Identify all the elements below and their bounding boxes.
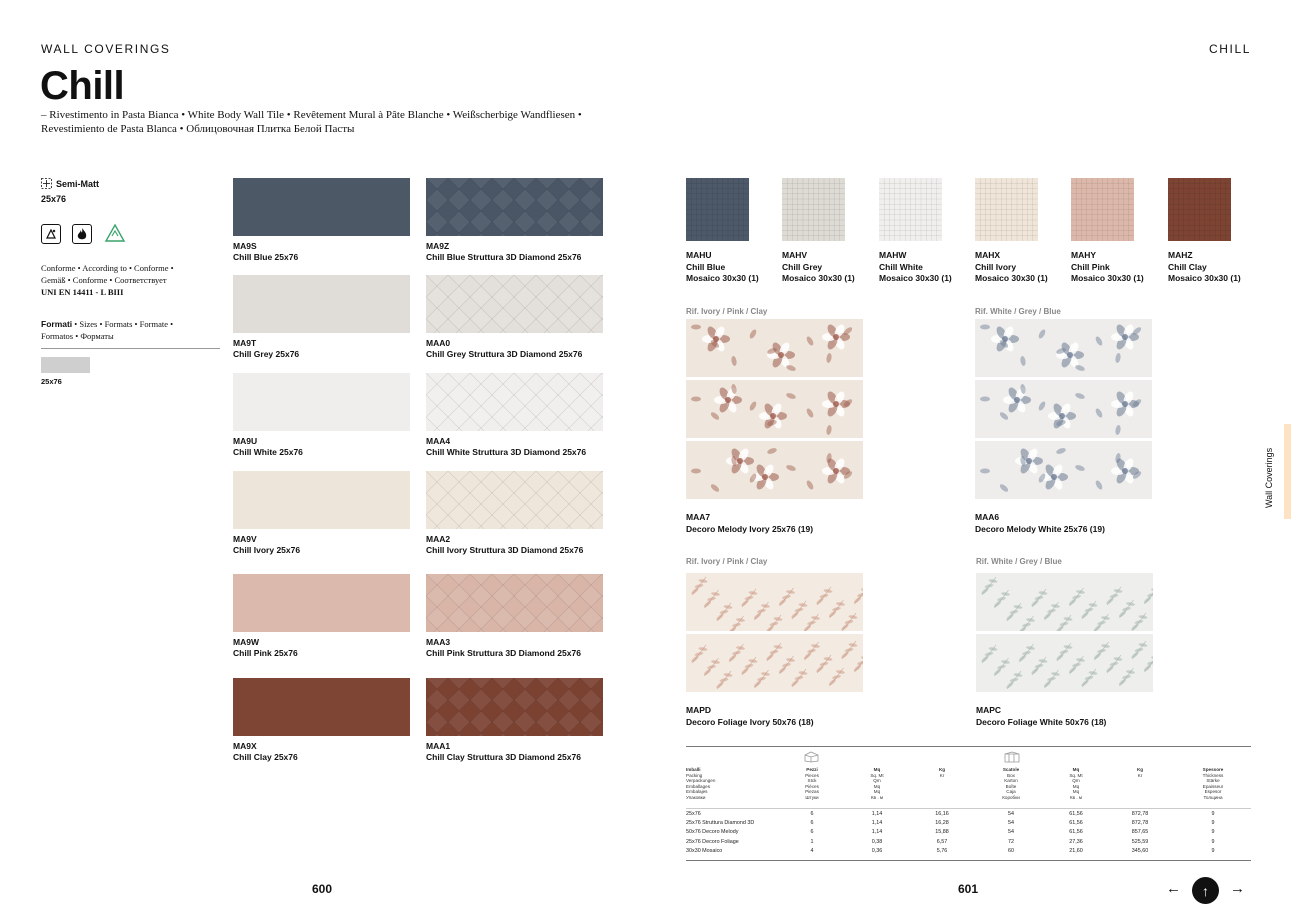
tile-code: MA9W <box>233 637 259 647</box>
column-header-line: Stck <box>807 778 817 784</box>
flower-pattern <box>686 380 863 438</box>
mosaic-grid <box>879 178 942 241</box>
foliage-pattern <box>686 634 863 692</box>
finish-label: Semi-Matt <box>56 178 100 189</box>
tile-name: Chill Clay Struttura 3D Diamond 25x76 <box>426 752 581 762</box>
tile-code: MA9X <box>233 741 257 751</box>
column-header-line: Mq <box>873 767 881 772</box>
table-cell: 54 <box>1008 829 1014 836</box>
table-cell: 54 <box>1008 811 1014 817</box>
table-cell: 72 <box>1008 838 1014 845</box>
subtitle <box>41 108 621 136</box>
decor-strip[interactable] <box>976 634 1153 692</box>
column-header-line: Kr <box>1137 772 1143 778</box>
formats-block <box>41 318 211 342</box>
mosaic-name: Chill Blue <box>686 261 726 272</box>
table-cell: 27,36 <box>1069 838 1083 845</box>
tile-code: MAA0 <box>426 338 451 348</box>
conform-line-2: Gemäß • Conforme • Соответствует <box>41 275 167 285</box>
mosaic-grid <box>782 178 845 241</box>
recycle-icon <box>104 223 126 245</box>
page-number-left: 600 <box>312 882 333 896</box>
tile-name: Chill Clay 25x76 <box>233 752 298 762</box>
row-header-line: Embalajes <box>686 789 708 795</box>
column-header-line: Qm <box>873 778 881 784</box>
mosaic-caption <box>1168 250 1258 285</box>
mosaic-caption <box>1071 250 1161 285</box>
mosaic-code: MAHW <box>879 250 907 260</box>
mosaic-size: Mosaico 30x30 (1) <box>1168 273 1241 283</box>
mosaic-code: MAHU <box>686 250 712 260</box>
decor-strip[interactable] <box>686 380 863 438</box>
table-cell: 1,14 <box>871 829 883 836</box>
tile-swatch[interactable] <box>233 275 410 333</box>
mosaic-caption <box>975 250 1065 285</box>
mosaic-code: MAHY <box>1071 250 1097 260</box>
row-header-line: Упаковки <box>686 794 706 800</box>
decor-code: MAPD <box>686 705 712 715</box>
subtitle-line-2: Revestimiento de Pasta Blanca • Облицовочная Плитка Белой Пасты <box>41 123 355 135</box>
decor-name: Decoro Melody Ivory 25x76 (19) <box>686 523 814 534</box>
tile-caption <box>426 741 616 763</box>
diamond-pattern <box>426 471 603 529</box>
mosaic-grid <box>975 178 1038 241</box>
column-header-line: Sq. Mt <box>1069 772 1083 778</box>
diamond-pattern <box>426 678 603 736</box>
decor-reference: Rif. Ivory / Pink / Clay <box>686 557 768 566</box>
decor-strip[interactable] <box>975 319 1152 377</box>
flower-pattern <box>975 319 1152 377</box>
tile-code: MA9Z <box>426 241 450 251</box>
column-header-line: Кв . м <box>1069 794 1083 800</box>
scroll-top-button[interactable]: ↑ <box>1192 877 1219 904</box>
tile-name: Chill Pink Struttura 3D Diamond 25x76 <box>426 648 581 658</box>
column-header-line: Mq <box>873 789 881 795</box>
mosaic-code: MAHX <box>975 250 1001 260</box>
tile-swatch[interactable] <box>233 373 410 431</box>
conformity-block <box>41 262 191 298</box>
mosaic-swatch[interactable] <box>879 178 942 241</box>
tile-caption <box>233 436 423 458</box>
flower-pattern <box>975 380 1152 438</box>
column-header-line: Штуки <box>805 794 819 800</box>
tile-caption <box>426 637 616 659</box>
table-cell: 9 <box>1211 829 1215 836</box>
side-tab[interactable] <box>1284 424 1291 519</box>
mosaic-grid <box>1168 178 1231 241</box>
decor-caption <box>976 705 1176 728</box>
finish-row <box>41 178 99 189</box>
column-header-line: Mq <box>1072 767 1080 772</box>
tile-code: MA9S <box>233 241 257 251</box>
column-header <box>1115 767 1165 778</box>
table-cell: 16,28 <box>935 820 949 827</box>
tile-code: MAA1 <box>426 741 451 751</box>
table-cell: 9 <box>1211 847 1215 854</box>
foliage-pattern <box>976 573 1153 631</box>
diamond-tile-swatch[interactable] <box>426 574 603 632</box>
section-label: WALL COVERINGS <box>41 42 171 56</box>
decor-name: Decoro Foliage Ivory 50x76 (18) <box>686 716 814 727</box>
tile-swatch[interactable] <box>233 678 410 736</box>
foliage-pattern <box>686 573 863 631</box>
page-number-right: 601 <box>958 882 979 896</box>
diamond-tile-swatch[interactable] <box>426 373 603 431</box>
table-row-label: 30x30 Mosaico <box>686 847 723 854</box>
mosaic-size: Mosaico 30x30 (1) <box>782 273 855 283</box>
diamond-tile-swatch[interactable] <box>426 275 603 333</box>
tile-code: MA9V <box>233 534 257 544</box>
table-cell: 61,56 <box>1069 829 1083 836</box>
column-header-line: Sq. Mt <box>870 772 884 778</box>
mosaic-name: Chill Clay <box>1168 261 1207 272</box>
table-cell: 1 <box>810 838 814 845</box>
table-cell: 6 <box>810 820 814 827</box>
column-header-line: Kg <box>1136 767 1144 772</box>
tile-caption <box>426 338 616 360</box>
decor-reference: Rif. Ivory / Pink / Clay <box>686 307 768 316</box>
tile-name: Chill White Struttura 3D Diamond 25x76 <box>426 447 587 457</box>
decor-name: Decoro Melody White 25x76 (19) <box>975 523 1105 534</box>
diamond-pattern <box>426 178 603 236</box>
tile-name: Chill Pink 25x76 <box>233 648 298 658</box>
foliage-pattern <box>976 634 1153 692</box>
tile-name: Chill Blue Struttura 3D Diamond 25x76 <box>426 252 582 262</box>
table-cell: 6 <box>810 811 814 817</box>
mosaic-caption <box>879 250 969 285</box>
fire-resistance-icon <box>72 224 92 244</box>
column-header-line: Spessore <box>1202 767 1224 772</box>
column-header <box>917 767 967 778</box>
conform-standard: UNI EN 14411 - L BIII <box>41 287 124 297</box>
mosaic-grid <box>1071 178 1134 241</box>
decor-strip[interactable] <box>686 634 863 692</box>
table-cell: 1,14 <box>871 820 883 827</box>
column-header <box>1051 767 1101 801</box>
diamond-tile-swatch[interactable] <box>426 471 603 529</box>
column-header-line: Kg <box>938 767 946 772</box>
table-cell: 9 <box>1211 811 1215 817</box>
mosaic-name: Chill Grey <box>782 261 823 272</box>
table-cell: 9 <box>1211 820 1215 827</box>
decor-code: MAA6 <box>975 512 1000 522</box>
column-header-line: Кв . м <box>870 794 884 800</box>
column-header-line: Qm <box>1072 778 1080 784</box>
mosaic-code: MAHZ <box>1168 250 1193 260</box>
flower-pattern <box>686 441 863 499</box>
tile-code: MAA2 <box>426 534 451 544</box>
diamond-pattern <box>426 373 603 431</box>
decor-name: Decoro Foliage White 50x76 (18) <box>976 716 1107 727</box>
column-header-line: Mq <box>1072 783 1080 789</box>
table-cell: 9 <box>1211 838 1215 845</box>
box-icon <box>1004 751 1020 763</box>
decor-caption <box>686 512 886 535</box>
collection-label: CHILL <box>1208 42 1251 56</box>
tile-swatch[interactable] <box>233 471 410 529</box>
mosaic-size: Mosaico 30x30 (1) <box>686 273 759 283</box>
mosaic-name: Chill Ivory <box>975 261 1017 272</box>
table-cell: 5,76 <box>936 847 948 854</box>
subtitle-line-1: – Rivestimento in Pasta Bianca • White Body Wall Tile • Revêtement Mural à Pâte Blanche • Weißscherbige Wandfliesen • <box>41 109 582 121</box>
table-cell: 0,36 <box>871 847 883 854</box>
column-header-line: Epaisseur <box>1202 783 1224 789</box>
table-cell: 4 <box>810 847 814 854</box>
row-header-line: Verpackungen <box>686 778 716 784</box>
mosaic-swatch[interactable] <box>686 178 749 241</box>
mosaic-grid <box>686 178 749 241</box>
column-header-line: Box <box>1007 772 1015 778</box>
column-header-line: Espesor <box>1204 789 1222 795</box>
tile-caption <box>233 741 423 763</box>
tile-caption <box>426 241 616 263</box>
flower-pattern <box>975 441 1152 499</box>
table-cell: 54 <box>1008 820 1014 827</box>
formats-line-1: • Sizes • Formats • Formate • <box>72 319 174 329</box>
table-cell: 21,60 <box>1069 847 1083 854</box>
table-row-label: 50x76 Decoro Melody <box>686 829 739 836</box>
tile-caption <box>233 637 423 659</box>
mosaic-name: Chill White <box>879 261 923 272</box>
table-cell: 60 <box>1008 847 1014 854</box>
prev-page-arrow[interactable]: ← <box>1166 880 1181 897</box>
next-page-arrow[interactable]: → <box>1230 880 1245 897</box>
mosaic-swatch[interactable] <box>1168 178 1231 241</box>
tile-name: Chill Grey Struttura 3D Diamond 25x76 <box>426 349 583 359</box>
formats-lead: Formati <box>41 319 73 329</box>
tile-name: Chill Grey 25x76 <box>233 349 300 359</box>
page-title: Chill <box>40 64 125 108</box>
column-header-line: Pieces <box>805 772 819 778</box>
column-header-line: Kr <box>939 772 945 778</box>
tile-name: Chill Blue 25x76 <box>233 252 299 262</box>
table-cell: 61,56 <box>1069 811 1083 817</box>
row-header-line: Emballages <box>686 783 711 789</box>
frost-resistance-icon <box>41 224 61 244</box>
finish-size: 25x76 <box>41 194 67 204</box>
table-cell: 872,78 <box>1131 811 1149 817</box>
column-header-line: Thickness <box>1202 772 1224 778</box>
tile-caption <box>233 241 423 263</box>
column-header-line: Caja <box>1006 789 1016 795</box>
mosaic-swatch[interactable] <box>782 178 845 241</box>
formats-line-2: Formatos • Форматы <box>41 331 114 341</box>
decor-code: MAPC <box>976 705 1002 715</box>
row-header-labels <box>686 767 766 801</box>
decor-strip[interactable] <box>976 573 1153 631</box>
side-tab-label: Wall Coverings <box>1264 447 1274 508</box>
decor-strip[interactable] <box>975 380 1152 438</box>
table-cell: 6,57 <box>936 838 948 845</box>
diamond-pattern <box>426 275 603 333</box>
conform-line-1: Conforme • According to • Conforme • <box>41 263 174 273</box>
format-swatch <box>41 357 90 373</box>
column-header <box>787 767 837 801</box>
column-header-line: Коробки <box>1002 794 1020 800</box>
table-cell: 1,14 <box>871 811 883 817</box>
table-cell: 6 <box>810 829 814 836</box>
tile-caption <box>426 534 616 556</box>
table-row-label: 25x76 Struttura Diamond 3D <box>686 820 755 827</box>
decor-reference: Rif. White / Grey / Blue <box>975 307 1061 316</box>
flower-pattern <box>686 319 863 377</box>
mosaic-name: Chill Pink <box>1071 261 1110 272</box>
row-header-line: Imballi <box>686 767 701 772</box>
decor-strip[interactable] <box>686 441 863 499</box>
table-cell: 345,60 <box>1131 847 1149 854</box>
tile-swatch[interactable] <box>233 178 410 236</box>
decor-caption <box>975 512 1175 535</box>
table-bottom-rule <box>686 860 1251 861</box>
column-header-line: Stärke <box>1206 778 1220 784</box>
tile-code: MAA4 <box>426 436 451 446</box>
mosaic-size: Mosaico 30x30 (1) <box>1071 273 1144 283</box>
column-header-line: Pièces <box>805 783 819 789</box>
tile-code: MA9T <box>233 338 257 348</box>
column-header-line: Piezas <box>805 789 819 795</box>
column-header <box>852 767 902 801</box>
mosaic-caption <box>686 250 776 285</box>
mosaic-size: Mosaico 30x30 (1) <box>879 273 952 283</box>
tile-name: Chill Ivory 25x76 <box>233 545 301 555</box>
decor-reference: Rif. White / Grey / Blue <box>976 557 1062 566</box>
tile-caption <box>426 436 616 458</box>
table-cell: 525,59 <box>1131 838 1149 845</box>
diamond-tile-swatch[interactable] <box>426 178 603 236</box>
format-swatch-label: 25x76 <box>41 377 62 386</box>
mosaic-swatch[interactable] <box>1071 178 1134 241</box>
decor-strip[interactable] <box>686 319 863 377</box>
tile-caption <box>233 338 423 360</box>
column-header-line: Scatole <box>1002 767 1020 772</box>
tile-code: MA9U <box>233 436 258 446</box>
column-header-line: Mq <box>873 783 881 789</box>
column-header-line: Boîte <box>1005 783 1017 789</box>
row-header-line: Packing <box>686 772 703 778</box>
decor-strip[interactable] <box>975 441 1152 499</box>
semi-matt-icon <box>41 178 52 189</box>
column-header-line: Karton <box>1004 778 1018 784</box>
table-header-rule <box>686 808 1251 809</box>
table-cell: 16,16 <box>935 811 949 817</box>
diamond-tile-swatch[interactable] <box>426 678 603 736</box>
column-header-line: Mq <box>1072 789 1080 795</box>
column-header-line: Pezzi <box>806 767 818 772</box>
decor-strip[interactable] <box>686 573 863 631</box>
table-top-rule <box>686 746 1251 747</box>
piece-icon <box>804 751 819 763</box>
table-cell: 857,65 <box>1131 829 1149 836</box>
table-row-label: 25x76 Decoro Foliage <box>686 838 739 845</box>
decor-caption <box>686 705 886 728</box>
tile-caption <box>233 534 423 556</box>
table-cell: 15,88 <box>935 829 949 836</box>
column-header <box>1188 767 1238 801</box>
mosaic-caption <box>782 250 872 285</box>
tile-name: Chill White 25x76 <box>233 447 303 457</box>
mosaic-size: Mosaico 30x30 (1) <box>975 273 1048 283</box>
tile-name: Chill Ivory Struttura 3D Diamond 25x76 <box>426 545 584 555</box>
formats-divider <box>41 348 220 349</box>
table-row-label: 25x76 <box>686 811 701 817</box>
tile-code: MAA3 <box>426 637 451 647</box>
column-header <box>986 767 1036 801</box>
diamond-pattern <box>426 574 603 632</box>
mosaic-code: MAHV <box>782 250 808 260</box>
tile-swatch[interactable] <box>233 574 410 632</box>
mosaic-swatch[interactable] <box>975 178 1038 241</box>
column-header-line: Толщина <box>1203 794 1223 800</box>
table-cell: 872,78 <box>1131 820 1149 827</box>
table-cell: 61,56 <box>1069 820 1083 827</box>
decor-code: MAA7 <box>686 512 711 522</box>
table-cell: 0,38 <box>871 838 883 845</box>
